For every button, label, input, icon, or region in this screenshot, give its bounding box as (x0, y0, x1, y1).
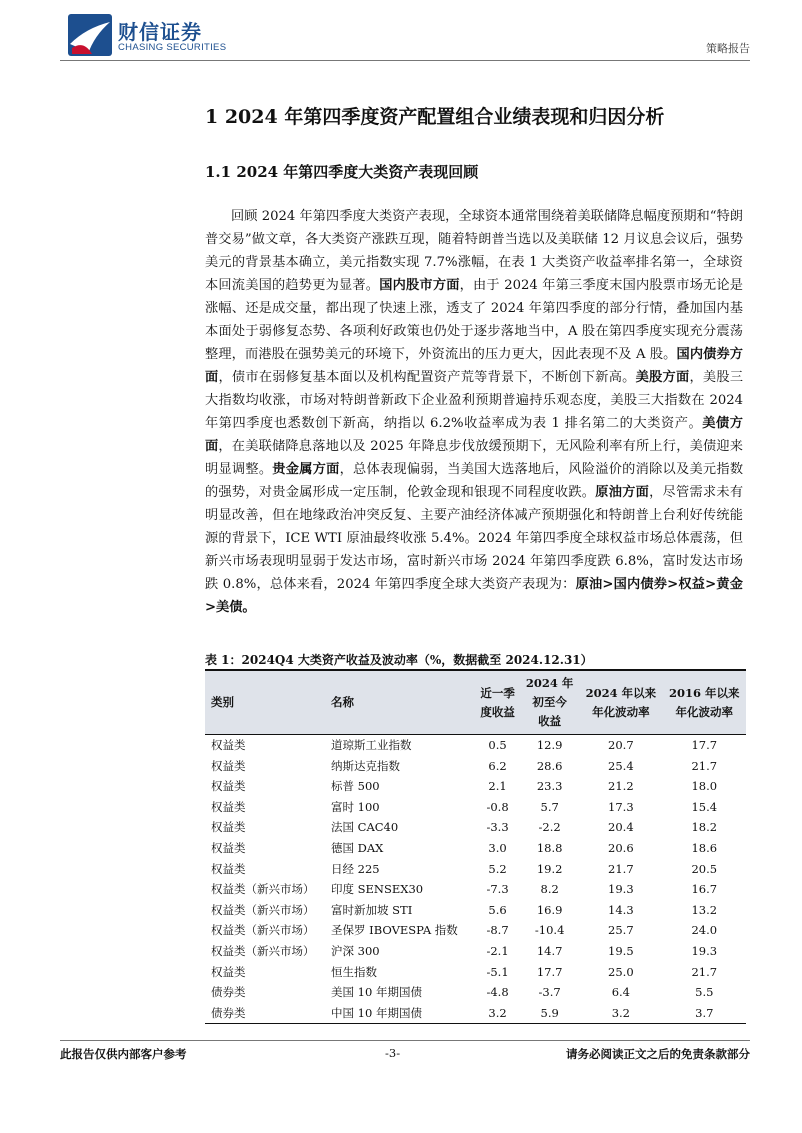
col-header-vol-2016 (663, 670, 746, 735)
cell-quarter-return: 3.2 (488, 1005, 507, 1020)
cell-ytd-return: 14.7 (536, 943, 563, 958)
cell-name: 德国 DAX (331, 840, 384, 855)
table-row (205, 859, 746, 880)
header-line: 年化波动率 (675, 704, 734, 719)
brand-name-en: CHASING SECURITIES (118, 42, 227, 53)
cell-quarter-return: -3.3 (486, 820, 509, 835)
col-header-quarter-return (475, 670, 520, 735)
page-header (60, 10, 750, 58)
cell-name: 法国 CAC40 (331, 820, 399, 835)
cell-category: 权益类 (211, 861, 246, 876)
table-row (205, 920, 746, 941)
cell-category: 债券类 (211, 1005, 246, 1020)
table-body (205, 735, 746, 1024)
table-header (205, 670, 746, 735)
cell-vol-2016: 21.7 (691, 964, 718, 979)
asset-return-table (205, 669, 746, 1024)
cell-ytd-return: 19.2 (536, 861, 563, 876)
text-run: ，债市在弱修复基本面以及机构配置资产荒等背景下，不断创下新高。 (218, 370, 636, 385)
cell-category: 权益类 (211, 820, 246, 835)
cell-category: 权益类（新兴市场） (211, 882, 315, 897)
cell-vol-2016: 13.2 (691, 902, 718, 917)
header-divider (60, 60, 750, 61)
company-logo-icon (68, 14, 112, 56)
table-row (205, 1003, 746, 1024)
cell-quarter-return: -7.3 (486, 882, 509, 897)
header-line: 近一季 (480, 685, 515, 700)
header-line: 2024 年以来 (585, 685, 657, 700)
cell-quarter-return: -0.8 (486, 799, 509, 814)
cell-name: 道琼斯工业指数 (331, 738, 412, 752)
cell-quarter-return: 2.1 (488, 779, 507, 794)
cell-name: 纳斯达克指数 (331, 758, 400, 773)
cell-category: 权益类（新兴市场） (211, 943, 315, 958)
bold-run: 美债方面 (205, 416, 743, 454)
table-row (205, 982, 746, 1003)
col-header-name: 名称 (331, 695, 354, 709)
section-heading: 1 2024 年第四季度资产配置组合业绩表现和归因分析 (205, 106, 665, 128)
cell-vol-2024: 20.6 (608, 840, 634, 855)
table-row (205, 838, 746, 859)
document-type-label: 策略报告 (706, 42, 750, 55)
bold-run: 贵金属方面 (272, 462, 340, 477)
cell-ytd-return: -2.2 (538, 820, 561, 835)
text-run: ，由于 2024 年第三季度末国内股票市场无论是涨幅、还是成交量，都出现了快速上涨，透支了 2024 年第四季度的部分行情，叠加国内基本面处于弱修复态势、各项利好政策也仍处于逐步落地当中，A 股在第四季度实现充分震荡整理，而港股在强势美元的环境下，外资流出的压力更大，因此表现不及 A 股。 (205, 278, 743, 362)
cell-vol-2024: 17.3 (608, 799, 634, 814)
cell-ytd-return: 28.6 (536, 758, 563, 773)
cell-ytd-return: 23.3 (536, 779, 563, 794)
header-line: 年化波动率 (592, 704, 650, 719)
cell-vol-2024: 3.2 (611, 1005, 630, 1020)
cell-name: 日经 225 (331, 861, 380, 876)
subsection-heading: 1.1 2024 年第四季度大类资产表现回顾 (205, 163, 479, 181)
cell-ytd-return: 12.9 (536, 738, 563, 752)
text-run: 回顾 2024 年第四季度大类资产表现，全球资本通常围绕着美联储降息幅度预期和“特朗普交易”做文章，各大类资产涨跌互现，随着特朗普当选以及美联储 12 月议息会议后，强势美元的背景基本确立，美元指数实现 7.7%涨幅，在表 1 大类资产收益率排名第一，全球资本回流美国的趋势更为显著。 (205, 209, 743, 293)
col-header-category: 类别 (211, 695, 234, 709)
cell-category: 权益类 (211, 799, 246, 814)
cell-quarter-return: 3.0 (488, 840, 507, 855)
bold-run: 原油>国内债券>权益>黄金>美债。 (205, 577, 743, 615)
cell-name: 标普 500 (331, 779, 380, 794)
cell-vol-2024: 20.7 (608, 738, 634, 752)
cell-ytd-return: 18.8 (536, 840, 563, 855)
col-header-vol-2024 (579, 670, 662, 735)
table-row (205, 735, 746, 756)
cell-ytd-return: 5.9 (540, 1005, 559, 1020)
table-row (205, 776, 746, 797)
cell-ytd-return: -10.4 (534, 923, 565, 938)
cell-vol-2016: 18.2 (691, 820, 718, 835)
table-row (205, 941, 746, 962)
bold-run: 美股方面 (635, 370, 690, 385)
cell-vol-2016: 19.3 (691, 943, 718, 958)
cell-vol-2024: 19.5 (608, 943, 634, 958)
cell-quarter-return: -2.1 (486, 943, 509, 958)
cell-vol-2016: 15.4 (691, 799, 718, 814)
table-row (205, 962, 746, 983)
cell-vol-2024: 6.4 (611, 985, 630, 1000)
cell-category: 权益类 (211, 840, 246, 855)
cell-name: 富时新加坡 STI (331, 902, 413, 917)
cell-ytd-return: 16.9 (536, 902, 563, 917)
footer-disclaimer-right: 请务必阅读正文之后的免责条款部分 (566, 1047, 750, 1061)
cell-name: 富时 100 (331, 799, 380, 814)
table-row (205, 900, 746, 921)
cell-vol-2024: 25.0 (608, 964, 634, 979)
cell-quarter-return: 5.2 (488, 861, 507, 876)
cell-name: 美国 10 年期国债 (331, 985, 422, 1000)
table-caption: 表 1：2024Q4 大类资产收益及波动率（%，数据截至 2024.12.31） (205, 653, 593, 667)
cell-vol-2016: 17.7 (691, 738, 718, 752)
cell-ytd-return: -3.7 (538, 985, 561, 1000)
cell-quarter-return: -5.1 (486, 964, 509, 979)
cell-vol-2016: 18.6 (691, 840, 718, 855)
table-row (205, 797, 746, 818)
header-line: 初至今 (532, 695, 567, 709)
cell-quarter-return: 6.2 (488, 758, 507, 773)
cell-quarter-return: 5.6 (488, 902, 507, 917)
cell-vol-2024: 21.2 (608, 779, 634, 794)
cell-vol-2024: 20.4 (608, 820, 634, 835)
cell-vol-2016: 16.7 (691, 882, 718, 897)
cell-vol-2024: 21.7 (608, 861, 634, 876)
col-header-ytd-return (520, 670, 579, 735)
cell-vol-2024: 25.7 (608, 923, 634, 938)
table-row (205, 817, 746, 838)
header-line: 度收益 (480, 704, 515, 719)
table-row (205, 879, 746, 900)
cell-name: 沪深 300 (331, 943, 380, 958)
text-run: ，总体表现偏弱，当美国大选落地后，风险溢价的消除以及美元指数的强势，对贵金属形成一定压制，伦敦金现和银现不同程度收跌。 (205, 462, 744, 500)
cell-vol-2016: 20.5 (691, 861, 718, 876)
brand-name-cn: 财信证券 (118, 20, 202, 44)
cell-name: 恒生指数 (331, 964, 377, 979)
cell-vol-2016: 18.0 (691, 779, 718, 794)
cell-ytd-return: 5.7 (540, 799, 559, 814)
cell-vol-2016: 21.7 (691, 758, 718, 773)
cell-vol-2016: 5.5 (695, 985, 714, 1000)
cell-quarter-return: 0.5 (488, 738, 507, 752)
cell-category: 权益类 (211, 738, 246, 752)
cell-ytd-return: 8.2 (540, 882, 559, 897)
cell-category: 权益类 (211, 964, 246, 979)
text-run: ，美股三大指数均收涨，市场对特朗普新政下企业盈利预期普遍持乐观态度，美股三大指数在 2024 年第四季度也悉数创下新高，纳指以 6.2%收益率成为表 1 排名第二的大类资产。 (205, 370, 744, 431)
table-header-row (205, 670, 746, 735)
bold-run: 国内股市方面 (379, 278, 460, 293)
cell-name: 印度 SENSEX30 (331, 882, 424, 897)
cell-category: 权益类 (211, 779, 246, 794)
header-line: 2016 年以来 (669, 685, 740, 700)
cell-ytd-return: 17.7 (536, 964, 563, 979)
page-number: -3- (385, 1046, 401, 1060)
bold-run: 原油方面 (595, 485, 650, 500)
cell-vol-2024: 14.3 (608, 902, 634, 917)
cell-category: 债券类 (211, 985, 246, 1000)
cell-vol-2016: 3.7 (695, 1005, 714, 1020)
header-line: 2024 年 (525, 676, 574, 690)
cell-vol-2024: 25.4 (608, 758, 634, 773)
cell-category: 权益类（新兴市场） (211, 902, 315, 917)
cell-category: 权益类（新兴市场） (211, 923, 315, 938)
cell-name: 圣保罗 IBOVESPA 指数 (331, 923, 458, 938)
cell-quarter-return: -4.8 (486, 985, 509, 1000)
cell-vol-2016: 24.0 (691, 923, 718, 938)
text-run: ，尽管需求未有明显改善，但在地缘政治冲突反复、主要产油经济体减产预期强化和特朗普上台利好传统能源的背景下，ICE WTI 原油最终收涨 5.4%。2024 年第四季度全球权益市场总体震荡，但新兴市场表现明显弱于发达市场，富时新兴市场 2024 年第四季度跌 6.8%，富时发达市场跌 0.8%，总体来看，2024 年第四季度全球大类资产表现为： (205, 485, 744, 592)
cell-quarter-return: -8.7 (486, 923, 509, 938)
cell-category: 权益类 (211, 758, 246, 773)
body-paragraph (205, 205, 743, 619)
bold-run: 国内债券方面 (205, 347, 743, 385)
header-line: 收益 (538, 714, 562, 728)
text-run: ，在美联储降息落地以及 2025 年降息步伐放缓预期下，无风险利率有所上行，美债迎来明显调整。 (205, 439, 743, 477)
table-row (205, 756, 746, 777)
footer-disclaimer-left: 此报告仅供内部客户参考 (60, 1047, 187, 1061)
cell-vol-2024: 19.3 (608, 882, 634, 897)
footer-divider (60, 1040, 750, 1041)
cell-name: 中国 10 年期国债 (331, 1005, 422, 1020)
